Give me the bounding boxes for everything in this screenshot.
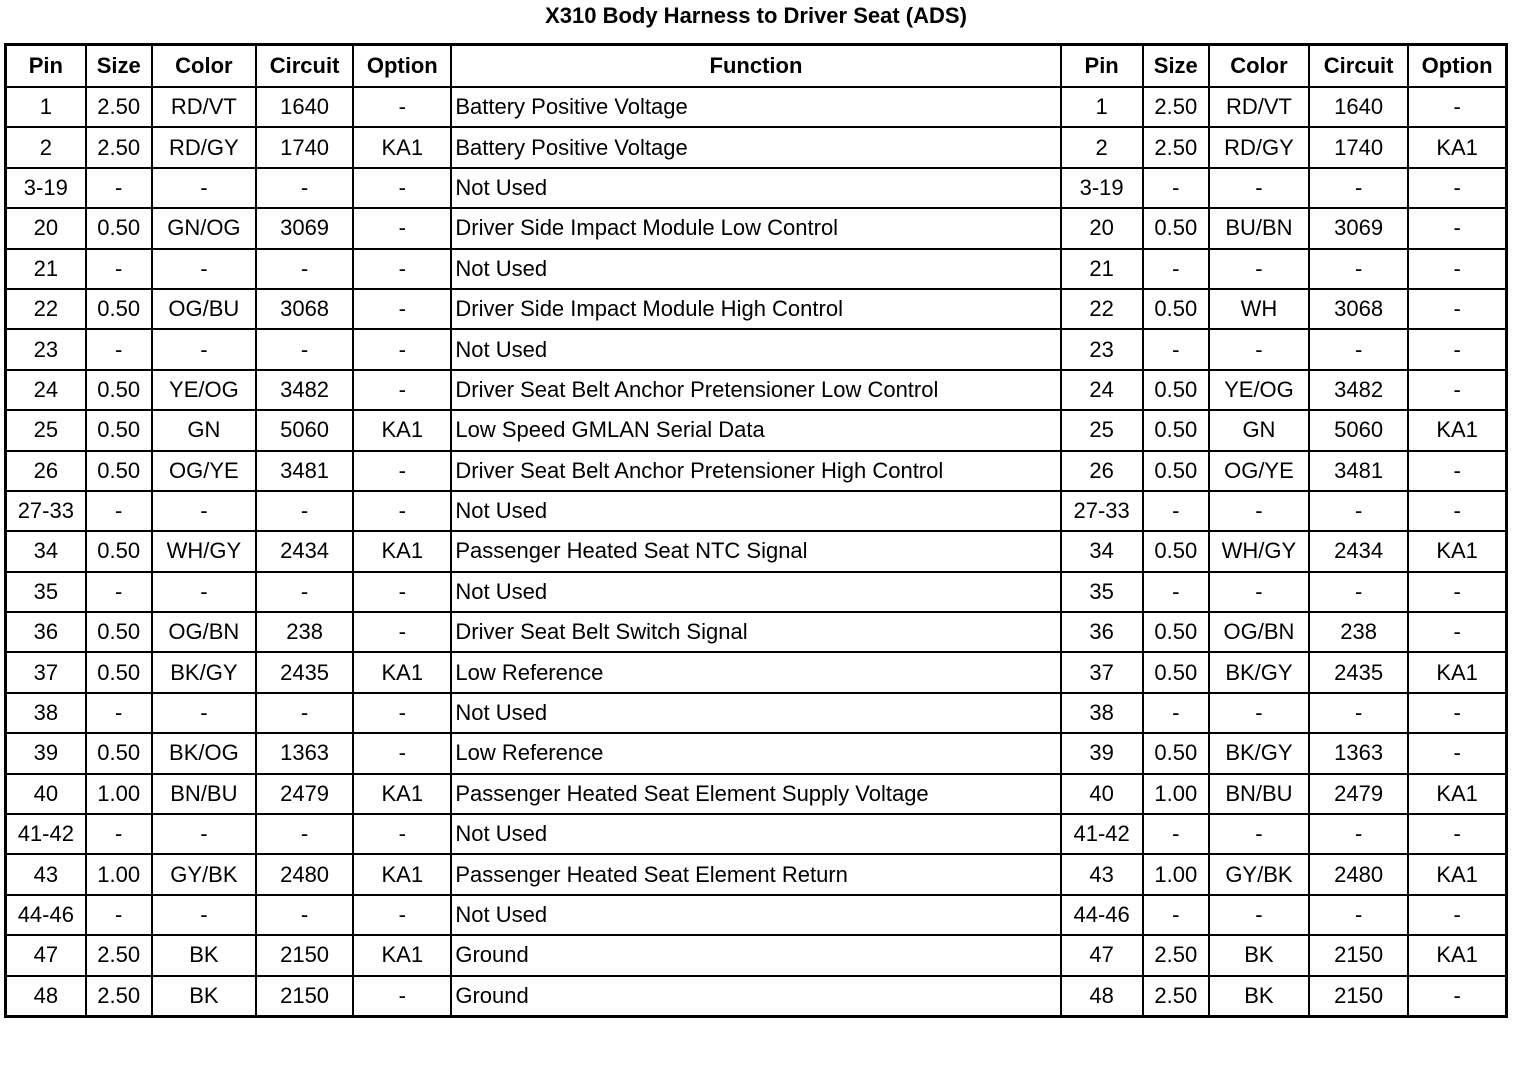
cell-circuit-right: 5060 xyxy=(1309,410,1408,450)
cell-pin-right: 34 xyxy=(1061,531,1143,571)
cell-circuit-right: - xyxy=(1309,572,1408,612)
cell-option-right: KA1 xyxy=(1408,410,1506,450)
cell-color-right: BK xyxy=(1209,935,1309,975)
cell-pin: 25 xyxy=(6,410,86,450)
cell-option-right: KA1 xyxy=(1408,652,1506,692)
cell-size-right: 0.50 xyxy=(1143,531,1209,571)
cell-color: YE/OG xyxy=(152,370,256,410)
cell-pin: 1 xyxy=(6,87,86,127)
cell-color-right: - xyxy=(1209,329,1309,369)
column-header-color-right: Color xyxy=(1209,45,1309,88)
cell-color: RD/VT xyxy=(152,87,256,127)
cell-circuit: 3481 xyxy=(256,451,353,491)
cell-function: Battery Positive Voltage xyxy=(451,87,1060,127)
cell-circuit-right: 2480 xyxy=(1309,854,1408,894)
cell-color-right: RD/VT xyxy=(1209,87,1309,127)
cell-option-right: KA1 xyxy=(1408,935,1506,975)
cell-option: KA1 xyxy=(353,854,451,894)
cell-size-right: 2.50 xyxy=(1143,935,1209,975)
cell-color-right: BU/BN xyxy=(1209,208,1309,248)
cell-circuit: 1640 xyxy=(256,87,353,127)
cell-option-right: - xyxy=(1408,451,1506,491)
table-row xyxy=(6,976,1507,1017)
cell-size: 0.50 xyxy=(86,612,152,652)
column-header-size-right: Size xyxy=(1143,45,1209,88)
cell-pin: 26 xyxy=(6,451,86,491)
table-row xyxy=(6,693,1507,733)
cell-color: - xyxy=(152,814,256,854)
cell-color-right: BN/BU xyxy=(1209,774,1309,814)
cell-size-right: 1.00 xyxy=(1143,854,1209,894)
table-row xyxy=(6,572,1507,612)
cell-color: BK xyxy=(152,976,256,1017)
cell-function: Passenger Heated Seat Element Return xyxy=(451,854,1060,894)
cell-pin-right: 39 xyxy=(1061,733,1143,773)
cell-pin: 23 xyxy=(6,329,86,369)
cell-option: - xyxy=(353,572,451,612)
table-row xyxy=(6,491,1507,531)
cell-function: Not Used xyxy=(451,895,1060,935)
cell-pin-right: 35 xyxy=(1061,572,1143,612)
cell-pin-right: 44-46 xyxy=(1061,895,1143,935)
cell-size: - xyxy=(86,491,152,531)
cell-size-right: - xyxy=(1143,249,1209,289)
table-row xyxy=(6,208,1507,248)
table-row xyxy=(6,652,1507,692)
cell-circuit: 3482 xyxy=(256,370,353,410)
cell-option: KA1 xyxy=(353,652,451,692)
cell-circuit-right: 1363 xyxy=(1309,733,1408,773)
cell-size: 2.50 xyxy=(86,87,152,127)
cell-option: - xyxy=(353,693,451,733)
cell-pin-right: 20 xyxy=(1061,208,1143,248)
cell-color-right: RD/GY xyxy=(1209,127,1309,167)
cell-size-right: 2.50 xyxy=(1143,87,1209,127)
cell-pin-right: 26 xyxy=(1061,451,1143,491)
cell-size: 2.50 xyxy=(86,976,152,1017)
table-row xyxy=(6,814,1507,854)
cell-size-right: 0.50 xyxy=(1143,652,1209,692)
cell-option-right: - xyxy=(1408,289,1506,329)
cell-color: - xyxy=(152,491,256,531)
cell-option: - xyxy=(353,249,451,289)
cell-color-right: BK xyxy=(1209,976,1309,1017)
cell-color-right: - xyxy=(1209,249,1309,289)
cell-pin: 47 xyxy=(6,935,86,975)
cell-pin: 3-19 xyxy=(6,168,86,208)
cell-circuit: 3068 xyxy=(256,289,353,329)
cell-function: Not Used xyxy=(451,693,1060,733)
cell-pin: 22 xyxy=(6,289,86,329)
cell-function: Not Used xyxy=(451,168,1060,208)
cell-function: Not Used xyxy=(451,572,1060,612)
cell-option-right: - xyxy=(1408,733,1506,773)
cell-function: Driver Seat Belt Switch Signal xyxy=(451,612,1060,652)
cell-size-right: 0.50 xyxy=(1143,612,1209,652)
cell-function: Low Reference xyxy=(451,733,1060,773)
cell-circuit-right: 1740 xyxy=(1309,127,1408,167)
column-header-circuit: Circuit xyxy=(256,45,353,88)
cell-size: - xyxy=(86,329,152,369)
cell-size: 0.50 xyxy=(86,652,152,692)
header-row xyxy=(6,45,1507,88)
cell-function: Passenger Heated Seat Element Supply Voltage xyxy=(451,774,1060,814)
cell-circuit: 238 xyxy=(256,612,353,652)
cell-option-right: - xyxy=(1408,168,1506,208)
cell-option: KA1 xyxy=(353,127,451,167)
table-row xyxy=(6,531,1507,571)
cell-pin-right: 27-33 xyxy=(1061,491,1143,531)
cell-pin: 44-46 xyxy=(6,895,86,935)
cell-circuit-right: 3482 xyxy=(1309,370,1408,410)
cell-color: BK xyxy=(152,935,256,975)
cell-function: Driver Seat Belt Anchor Pretensioner Low Control xyxy=(451,370,1060,410)
cell-size-right: 1.00 xyxy=(1143,774,1209,814)
cell-color: GY/BK xyxy=(152,854,256,894)
table-row xyxy=(6,370,1507,410)
connector-pinout-table xyxy=(4,43,1508,1018)
column-header-size: Size xyxy=(86,45,152,88)
table-row xyxy=(6,451,1507,491)
table-row xyxy=(6,87,1507,127)
cell-circuit-right: - xyxy=(1309,168,1408,208)
cell-size: 0.50 xyxy=(86,733,152,773)
cell-function: Ground xyxy=(451,935,1060,975)
cell-circuit: 2150 xyxy=(256,935,353,975)
cell-size: - xyxy=(86,814,152,854)
cell-color: BN/BU xyxy=(152,774,256,814)
cell-color-right: OG/BN xyxy=(1209,612,1309,652)
cell-option: - xyxy=(353,329,451,369)
table-row xyxy=(6,935,1507,975)
table-row xyxy=(6,410,1507,450)
cell-color: OG/BU xyxy=(152,289,256,329)
cell-size-right: 2.50 xyxy=(1143,976,1209,1017)
cell-color-right: - xyxy=(1209,895,1309,935)
cell-function: Driver Side Impact Module Low Control xyxy=(451,208,1060,248)
cell-size-right: 0.50 xyxy=(1143,733,1209,773)
cell-circuit-right: - xyxy=(1309,329,1408,369)
cell-option-right: - xyxy=(1408,814,1506,854)
cell-color-right: GN xyxy=(1209,410,1309,450)
cell-pin: 27-33 xyxy=(6,491,86,531)
cell-option-right: KA1 xyxy=(1408,531,1506,571)
cell-pin-right: 23 xyxy=(1061,329,1143,369)
cell-pin-right: 36 xyxy=(1061,612,1143,652)
cell-pin-right: 1 xyxy=(1061,87,1143,127)
cell-circuit: 2435 xyxy=(256,652,353,692)
cell-size-right: 0.50 xyxy=(1143,410,1209,450)
cell-color: - xyxy=(152,168,256,208)
cell-size-right: - xyxy=(1143,168,1209,208)
cell-option-right: - xyxy=(1408,491,1506,531)
table-row xyxy=(6,854,1507,894)
cell-function: Ground xyxy=(451,976,1060,1017)
cell-circuit-right: 2434 xyxy=(1309,531,1408,571)
cell-color-right: BK/GY xyxy=(1209,733,1309,773)
table-row xyxy=(6,774,1507,814)
cell-circuit-right: 2150 xyxy=(1309,935,1408,975)
cell-color: BK/OG xyxy=(152,733,256,773)
column-header-option-right: Option xyxy=(1408,45,1506,88)
cell-pin-right: 43 xyxy=(1061,854,1143,894)
cell-circuit-right: 3481 xyxy=(1309,451,1408,491)
cell-circuit-right: 2150 xyxy=(1309,976,1408,1017)
table-body xyxy=(6,87,1507,1016)
cell-circuit: 2480 xyxy=(256,854,353,894)
cell-color-right: BK/GY xyxy=(1209,652,1309,692)
cell-size: 2.50 xyxy=(86,127,152,167)
cell-option: KA1 xyxy=(353,531,451,571)
cell-circuit-right: 238 xyxy=(1309,612,1408,652)
cell-color: OG/BN xyxy=(152,612,256,652)
cell-function: Battery Positive Voltage xyxy=(451,127,1060,167)
cell-option-right: - xyxy=(1408,329,1506,369)
cell-color: - xyxy=(152,329,256,369)
cell-color: WH/GY xyxy=(152,531,256,571)
cell-pin: 34 xyxy=(6,531,86,571)
cell-function: Driver Side Impact Module High Control xyxy=(451,289,1060,329)
table-row xyxy=(6,329,1507,369)
cell-option: - xyxy=(353,895,451,935)
table-row xyxy=(6,612,1507,652)
cell-pin: 41-42 xyxy=(6,814,86,854)
cell-option: - xyxy=(353,491,451,531)
cell-option: KA1 xyxy=(353,935,451,975)
cell-option: KA1 xyxy=(353,410,451,450)
table-row xyxy=(6,168,1507,208)
cell-circuit-right: 3069 xyxy=(1309,208,1408,248)
cell-pin: 48 xyxy=(6,976,86,1017)
cell-pin-right: 24 xyxy=(1061,370,1143,410)
column-header-pin-right: Pin xyxy=(1061,45,1143,88)
cell-option-right: KA1 xyxy=(1408,127,1506,167)
cell-function: Not Used xyxy=(451,491,1060,531)
cell-color-right: - xyxy=(1209,572,1309,612)
cell-option-right: - xyxy=(1408,249,1506,289)
cell-size-right: 0.50 xyxy=(1143,208,1209,248)
cell-color: - xyxy=(152,693,256,733)
cell-size: - xyxy=(86,693,152,733)
cell-circuit: - xyxy=(256,491,353,531)
cell-option: - xyxy=(353,976,451,1017)
cell-pin-right: 40 xyxy=(1061,774,1143,814)
cell-circuit-right: - xyxy=(1309,491,1408,531)
cell-circuit: - xyxy=(256,895,353,935)
table-row xyxy=(6,289,1507,329)
cell-option: - xyxy=(353,612,451,652)
cell-option-right: - xyxy=(1408,87,1506,127)
cell-circuit: 5060 xyxy=(256,410,353,450)
cell-option-right: - xyxy=(1408,572,1506,612)
cell-circuit-right: 1640 xyxy=(1309,87,1408,127)
cell-size: 0.50 xyxy=(86,451,152,491)
cell-circuit: 1363 xyxy=(256,733,353,773)
cell-circuit-right: - xyxy=(1309,895,1408,935)
cell-pin: 2 xyxy=(6,127,86,167)
cell-pin-right: 25 xyxy=(1061,410,1143,450)
cell-circuit: - xyxy=(256,329,353,369)
cell-circuit: 2479 xyxy=(256,774,353,814)
cell-pin: 43 xyxy=(6,854,86,894)
cell-circuit: - xyxy=(256,168,353,208)
column-header-circuit-right: Circuit xyxy=(1309,45,1408,88)
cell-option: - xyxy=(353,370,451,410)
cell-pin: 21 xyxy=(6,249,86,289)
cell-option: - xyxy=(353,451,451,491)
cell-pin-right: 3-19 xyxy=(1061,168,1143,208)
column-header-color: Color xyxy=(152,45,256,88)
cell-circuit: 1740 xyxy=(256,127,353,167)
cell-pin-right: 21 xyxy=(1061,249,1143,289)
cell-color-right: - xyxy=(1209,491,1309,531)
cell-option: - xyxy=(353,289,451,329)
cell-option: - xyxy=(353,208,451,248)
cell-pin-right: 37 xyxy=(1061,652,1143,692)
cell-circuit-right: - xyxy=(1309,693,1408,733)
cell-circuit-right: 2435 xyxy=(1309,652,1408,692)
cell-size-right: 0.50 xyxy=(1143,451,1209,491)
cell-circuit: 2150 xyxy=(256,976,353,1017)
cell-color: GN/OG xyxy=(152,208,256,248)
cell-size-right: - xyxy=(1143,693,1209,733)
cell-circuit: 2434 xyxy=(256,531,353,571)
cell-pin: 40 xyxy=(6,774,86,814)
cell-color-right: GY/BK xyxy=(1209,854,1309,894)
cell-color: BK/GY xyxy=(152,652,256,692)
cell-circuit: - xyxy=(256,693,353,733)
cell-option: KA1 xyxy=(353,774,451,814)
cell-option: - xyxy=(353,814,451,854)
cell-option-right: - xyxy=(1408,208,1506,248)
cell-option-right: - xyxy=(1408,693,1506,733)
cell-size-right: - xyxy=(1143,491,1209,531)
cell-size: 0.50 xyxy=(86,410,152,450)
cell-circuit-right: - xyxy=(1309,814,1408,854)
column-header-function: Function xyxy=(451,45,1060,88)
cell-color-right: WH xyxy=(1209,289,1309,329)
cell-function: Driver Seat Belt Anchor Pretensioner High Control xyxy=(451,451,1060,491)
cell-color-right: OG/YE xyxy=(1209,451,1309,491)
cell-size: 1.00 xyxy=(86,774,152,814)
cell-pin: 36 xyxy=(6,612,86,652)
cell-size: - xyxy=(86,168,152,208)
cell-function: Not Used xyxy=(451,814,1060,854)
cell-size-right: - xyxy=(1143,572,1209,612)
cell-function: Low Speed GMLAN Serial Data xyxy=(451,410,1060,450)
cell-option-right: KA1 xyxy=(1408,854,1506,894)
cell-color: - xyxy=(152,895,256,935)
cell-option-right: - xyxy=(1408,976,1506,1017)
table-row xyxy=(6,249,1507,289)
cell-function: Passenger Heated Seat NTC Signal xyxy=(451,531,1060,571)
cell-pin-right: 2 xyxy=(1061,127,1143,167)
cell-pin: 24 xyxy=(6,370,86,410)
cell-size-right: - xyxy=(1143,814,1209,854)
cell-color-right: WH/GY xyxy=(1209,531,1309,571)
page-title: X310 Body Harness to Driver Seat (ADS) xyxy=(545,3,967,28)
cell-pin: 37 xyxy=(6,652,86,692)
cell-color: - xyxy=(152,572,256,612)
cell-pin-right: 41-42 xyxy=(1061,814,1143,854)
cell-option: - xyxy=(353,733,451,773)
cell-pin: 35 xyxy=(6,572,86,612)
cell-size: 0.50 xyxy=(86,208,152,248)
cell-color: - xyxy=(152,249,256,289)
cell-function: Not Used xyxy=(451,329,1060,369)
cell-pin: 20 xyxy=(6,208,86,248)
cell-option-right: - xyxy=(1408,370,1506,410)
cell-function: Not Used xyxy=(451,249,1060,289)
cell-size: 0.50 xyxy=(86,289,152,329)
cell-color-right: - xyxy=(1209,693,1309,733)
cell-option: - xyxy=(353,87,451,127)
cell-circuit-right: - xyxy=(1309,249,1408,289)
cell-color: RD/GY xyxy=(152,127,256,167)
cell-color-right: YE/OG xyxy=(1209,370,1309,410)
cell-option-right: - xyxy=(1408,612,1506,652)
cell-size-right: 2.50 xyxy=(1143,127,1209,167)
cell-color-right: - xyxy=(1209,168,1309,208)
table-row xyxy=(6,733,1507,773)
cell-pin: 39 xyxy=(6,733,86,773)
cell-size: 0.50 xyxy=(86,531,152,571)
cell-pin-right: 38 xyxy=(1061,693,1143,733)
cell-color-right: - xyxy=(1209,814,1309,854)
cell-color: OG/YE xyxy=(152,451,256,491)
column-header-pin: Pin xyxy=(6,45,86,88)
cell-pin-right: 48 xyxy=(1061,976,1143,1017)
cell-circuit: 3069 xyxy=(256,208,353,248)
cell-size: 0.50 xyxy=(86,370,152,410)
table-row xyxy=(6,127,1507,167)
cell-size: 2.50 xyxy=(86,935,152,975)
cell-pin-right: 47 xyxy=(1061,935,1143,975)
cell-circuit-right: 2479 xyxy=(1309,774,1408,814)
cell-size-right: - xyxy=(1143,329,1209,369)
cell-size: 1.00 xyxy=(86,854,152,894)
cell-size-right: 0.50 xyxy=(1143,289,1209,329)
cell-option-right: KA1 xyxy=(1408,774,1506,814)
cell-size: - xyxy=(86,249,152,289)
cell-function: Low Reference xyxy=(451,652,1060,692)
cell-option-right: - xyxy=(1408,895,1506,935)
cell-size: - xyxy=(86,895,152,935)
cell-pin: 38 xyxy=(6,693,86,733)
cell-size-right: 0.50 xyxy=(1143,370,1209,410)
cell-circuit: - xyxy=(256,572,353,612)
cell-circuit-right: 3068 xyxy=(1309,289,1408,329)
cell-pin-right: 22 xyxy=(1061,289,1143,329)
column-header-option: Option xyxy=(353,45,451,88)
cell-size-right: - xyxy=(1143,895,1209,935)
cell-circuit: - xyxy=(256,249,353,289)
cell-size: - xyxy=(86,572,152,612)
cell-color: GN xyxy=(152,410,256,450)
cell-circuit: - xyxy=(256,814,353,854)
table-row xyxy=(6,895,1507,935)
cell-option: - xyxy=(353,168,451,208)
